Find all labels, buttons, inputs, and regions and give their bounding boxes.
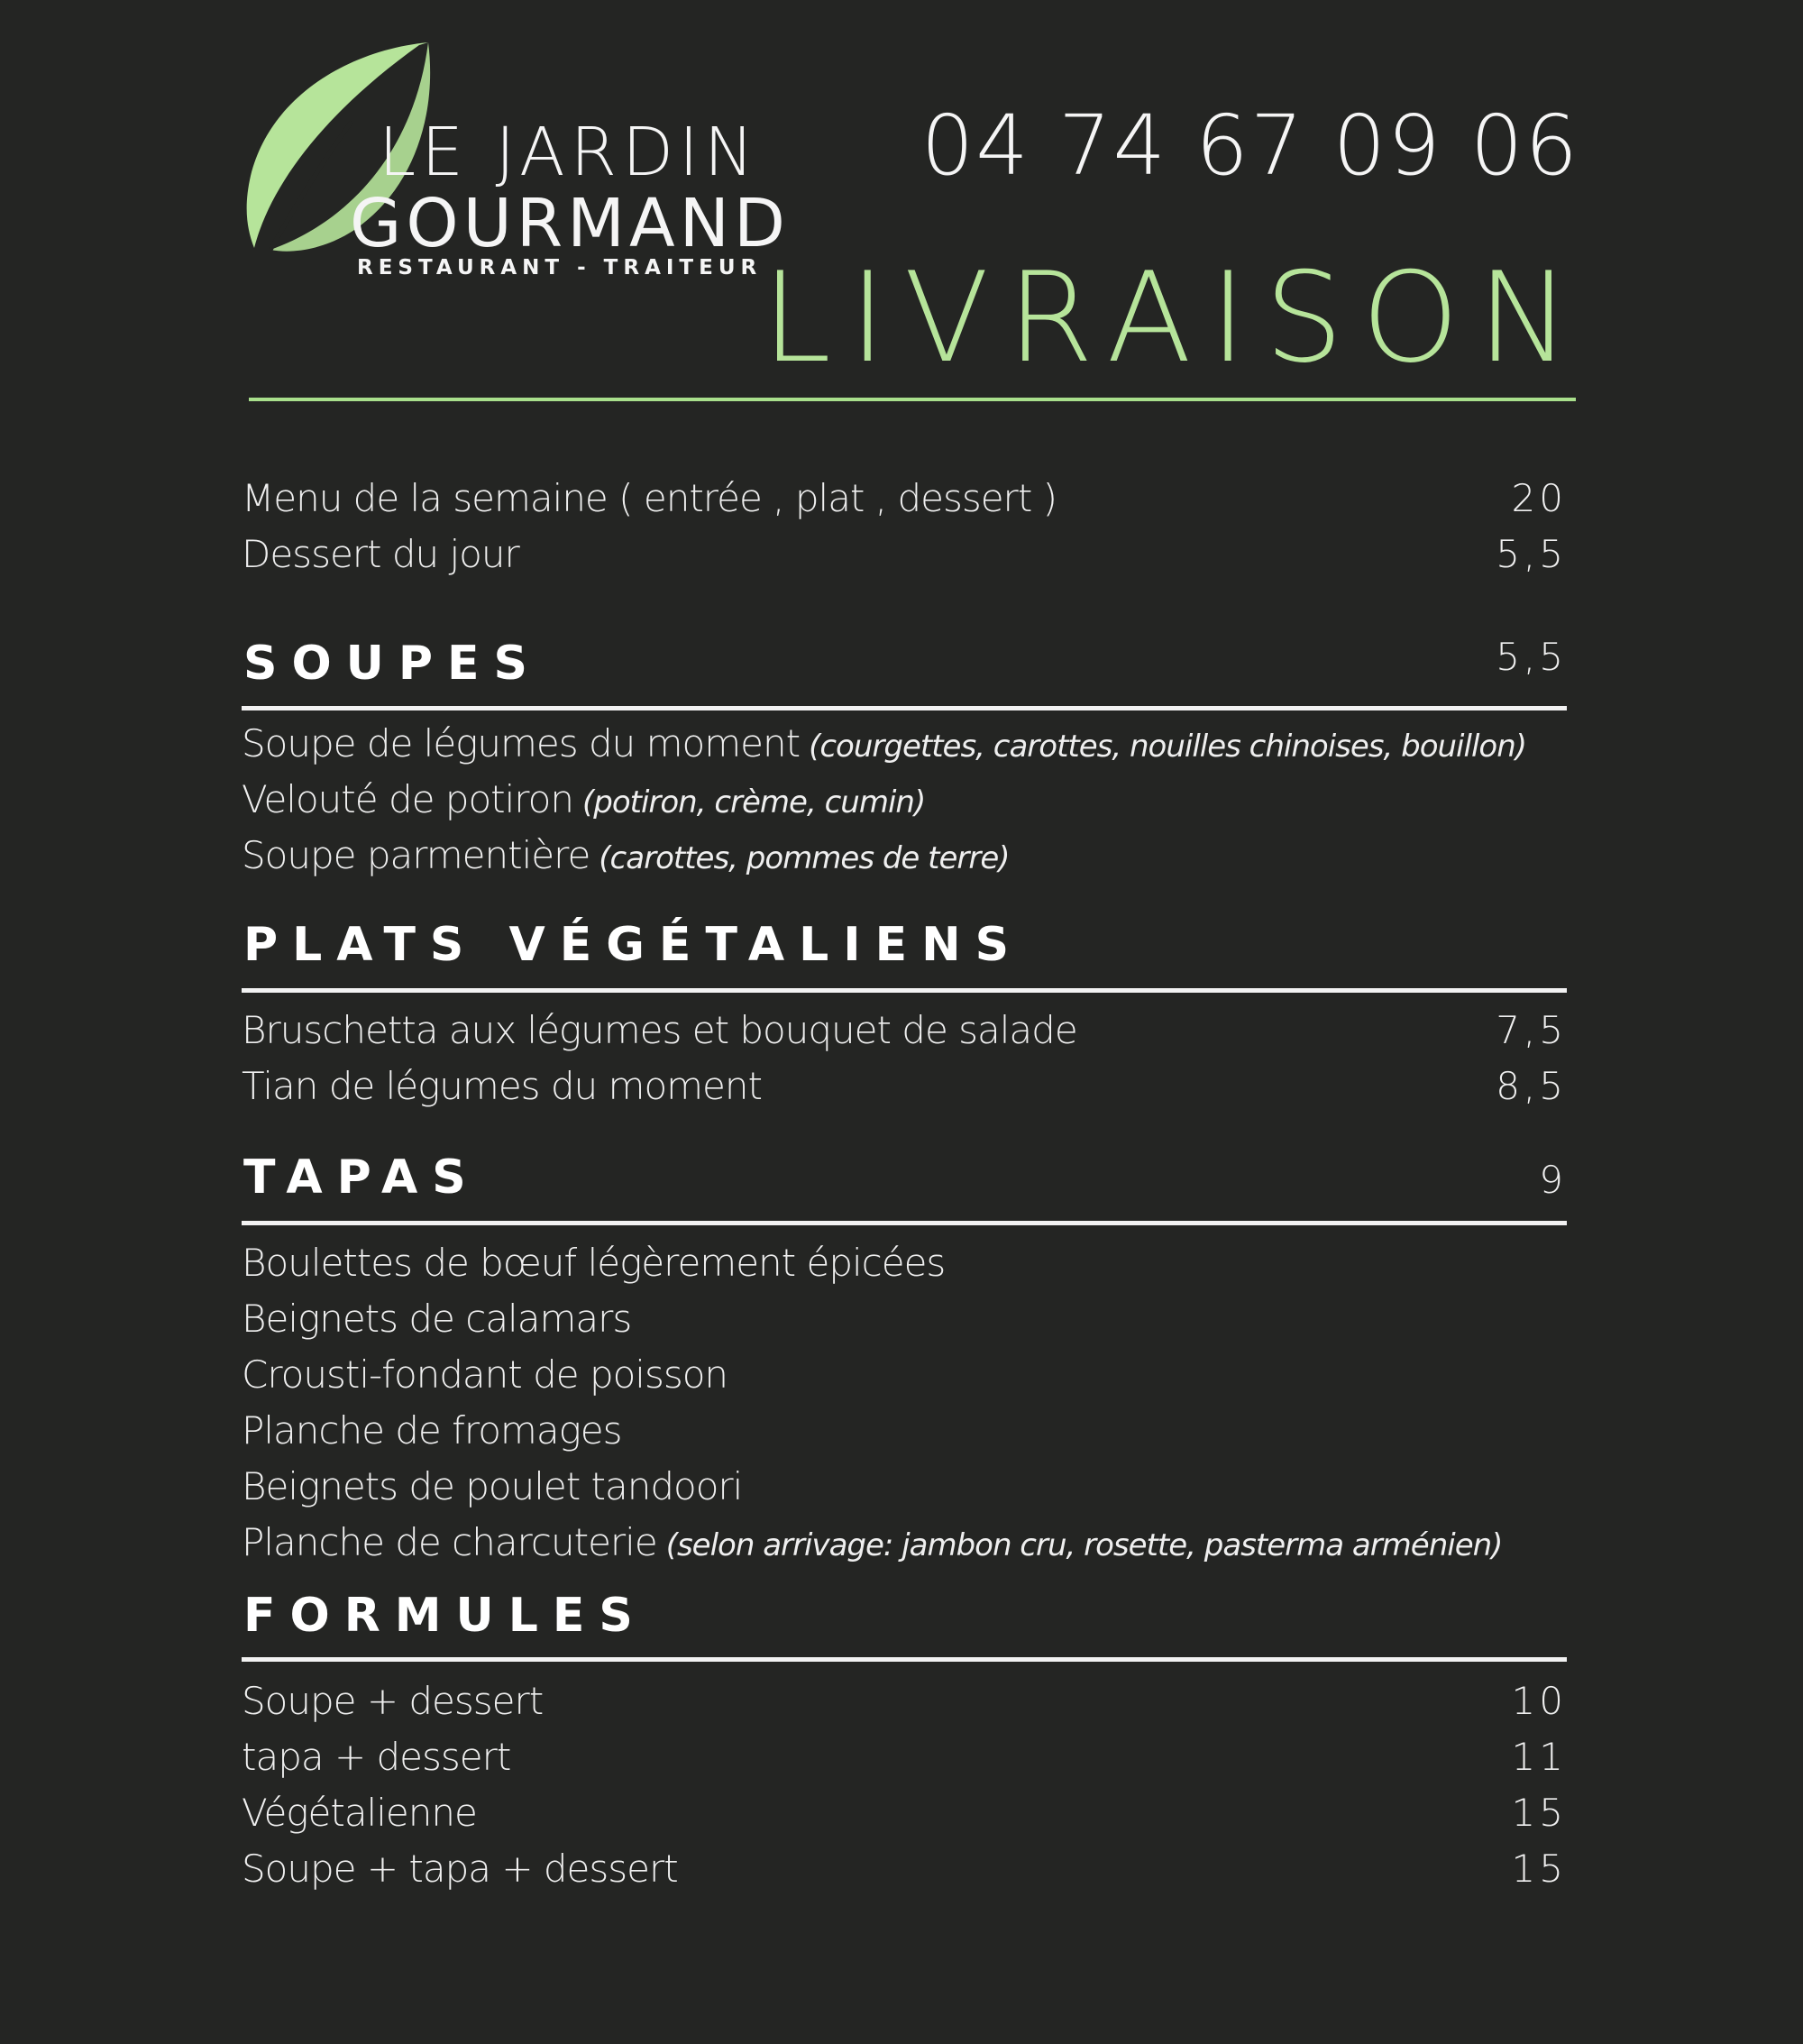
- item-price: 15: [1511, 1847, 1567, 1891]
- item-name: tapa + dessert: [242, 1735, 511, 1779]
- brand-name-line1: LE JARDIN: [379, 114, 760, 191]
- section-price: 9: [1539, 1158, 1567, 1202]
- menu-item: [242, 1791, 1567, 1835]
- item-name: Beignets de poulet tandoori: [242, 1464, 743, 1508]
- phone-number[interactable]: 04 74 67 09 06: [920, 97, 1579, 194]
- section-title: FORMULES: [243, 1589, 647, 1643]
- item-name: Tian de légumes du moment: [242, 1064, 762, 1108]
- item-name: Boulettes de bœuf légèrement épicées: [242, 1241, 946, 1285]
- menu-item: [242, 777, 1567, 821]
- item-price: 8,5: [1496, 1064, 1567, 1108]
- section-header-tapas: [243, 1150, 1567, 1205]
- item-name: Soupe parmentière: [242, 833, 590, 877]
- menu-item: [242, 1520, 1567, 1564]
- menu-item: [242, 1679, 1567, 1723]
- menu-item: [242, 721, 1567, 765]
- item-note: (potiron, crème, cumin): [581, 784, 926, 820]
- item-name: Crousti-fondant de poisson: [242, 1352, 728, 1397]
- brand-name-line2: GOURMAND: [350, 185, 790, 262]
- section-divider: [242, 988, 1567, 993]
- menu-item: [242, 1064, 1567, 1108]
- menu-item: [242, 1241, 1567, 1285]
- item-name: Soupe + dessert: [242, 1679, 544, 1723]
- header-divider: [249, 398, 1576, 401]
- item-name: Dessert du jour: [242, 532, 519, 576]
- section-divider: [242, 706, 1567, 710]
- item-price: 10: [1511, 1679, 1567, 1723]
- section-price: 5,5: [1496, 635, 1567, 679]
- menu-item: [242, 1847, 1567, 1891]
- section-header-plats: [243, 918, 1567, 972]
- item-name: Soupe + tapa + dessert: [242, 1847, 678, 1891]
- menu-item: [242, 1008, 1567, 1052]
- menu-item: [242, 532, 1567, 576]
- menu-item: [242, 1408, 1567, 1453]
- menu-item: [242, 476, 1567, 520]
- menu-item: [242, 1464, 1567, 1508]
- item-note: (courgettes, carottes, nouilles chinoises, bouillon): [809, 729, 1527, 765]
- item-name: Bruschetta aux légumes et bouquet de salade: [242, 1008, 1077, 1052]
- item-name: Beignets de calamars: [242, 1297, 632, 1341]
- menu-item: [242, 833, 1567, 877]
- section-header-soupes: [243, 637, 1567, 691]
- menu-item: [242, 1352, 1567, 1397]
- item-price: 11: [1511, 1735, 1567, 1779]
- section-divider: [242, 1221, 1567, 1225]
- page-title: LIVRAISON: [762, 245, 1588, 390]
- menu-item: [242, 1735, 1567, 1779]
- section-title: TAPAS: [243, 1150, 480, 1205]
- item-name: Velouté de potiron: [242, 777, 573, 821]
- item-price: 15: [1511, 1791, 1567, 1835]
- section-divider: [242, 1657, 1567, 1662]
- menu-item: [242, 1297, 1567, 1341]
- section-title: SOUPES: [243, 637, 542, 691]
- section-title: PLATS VÉGÉTALIENS: [243, 918, 1024, 972]
- item-name: Végétalienne: [242, 1791, 477, 1835]
- item-note: (selon arrivage: jambon cru, rosette, pasterma arménien): [665, 1527, 1503, 1563]
- section-header-formules: [243, 1589, 1567, 1643]
- item-name: Soupe de légumes du moment: [242, 721, 801, 765]
- item-note: (carottes, pommes de terre): [599, 840, 1010, 876]
- item-name: Planche de fromages: [242, 1408, 622, 1453]
- item-price: 20: [1511, 476, 1567, 520]
- item-name: Menu de la semaine ( entrée , plat , dessert ): [242, 476, 1057, 520]
- item-price: 5,5: [1496, 532, 1567, 576]
- brand-tagline: RESTAURANT - TRAITEUR: [357, 256, 763, 280]
- item-price: 7,5: [1496, 1008, 1567, 1052]
- item-name: Planche de charcuterie: [242, 1520, 657, 1564]
